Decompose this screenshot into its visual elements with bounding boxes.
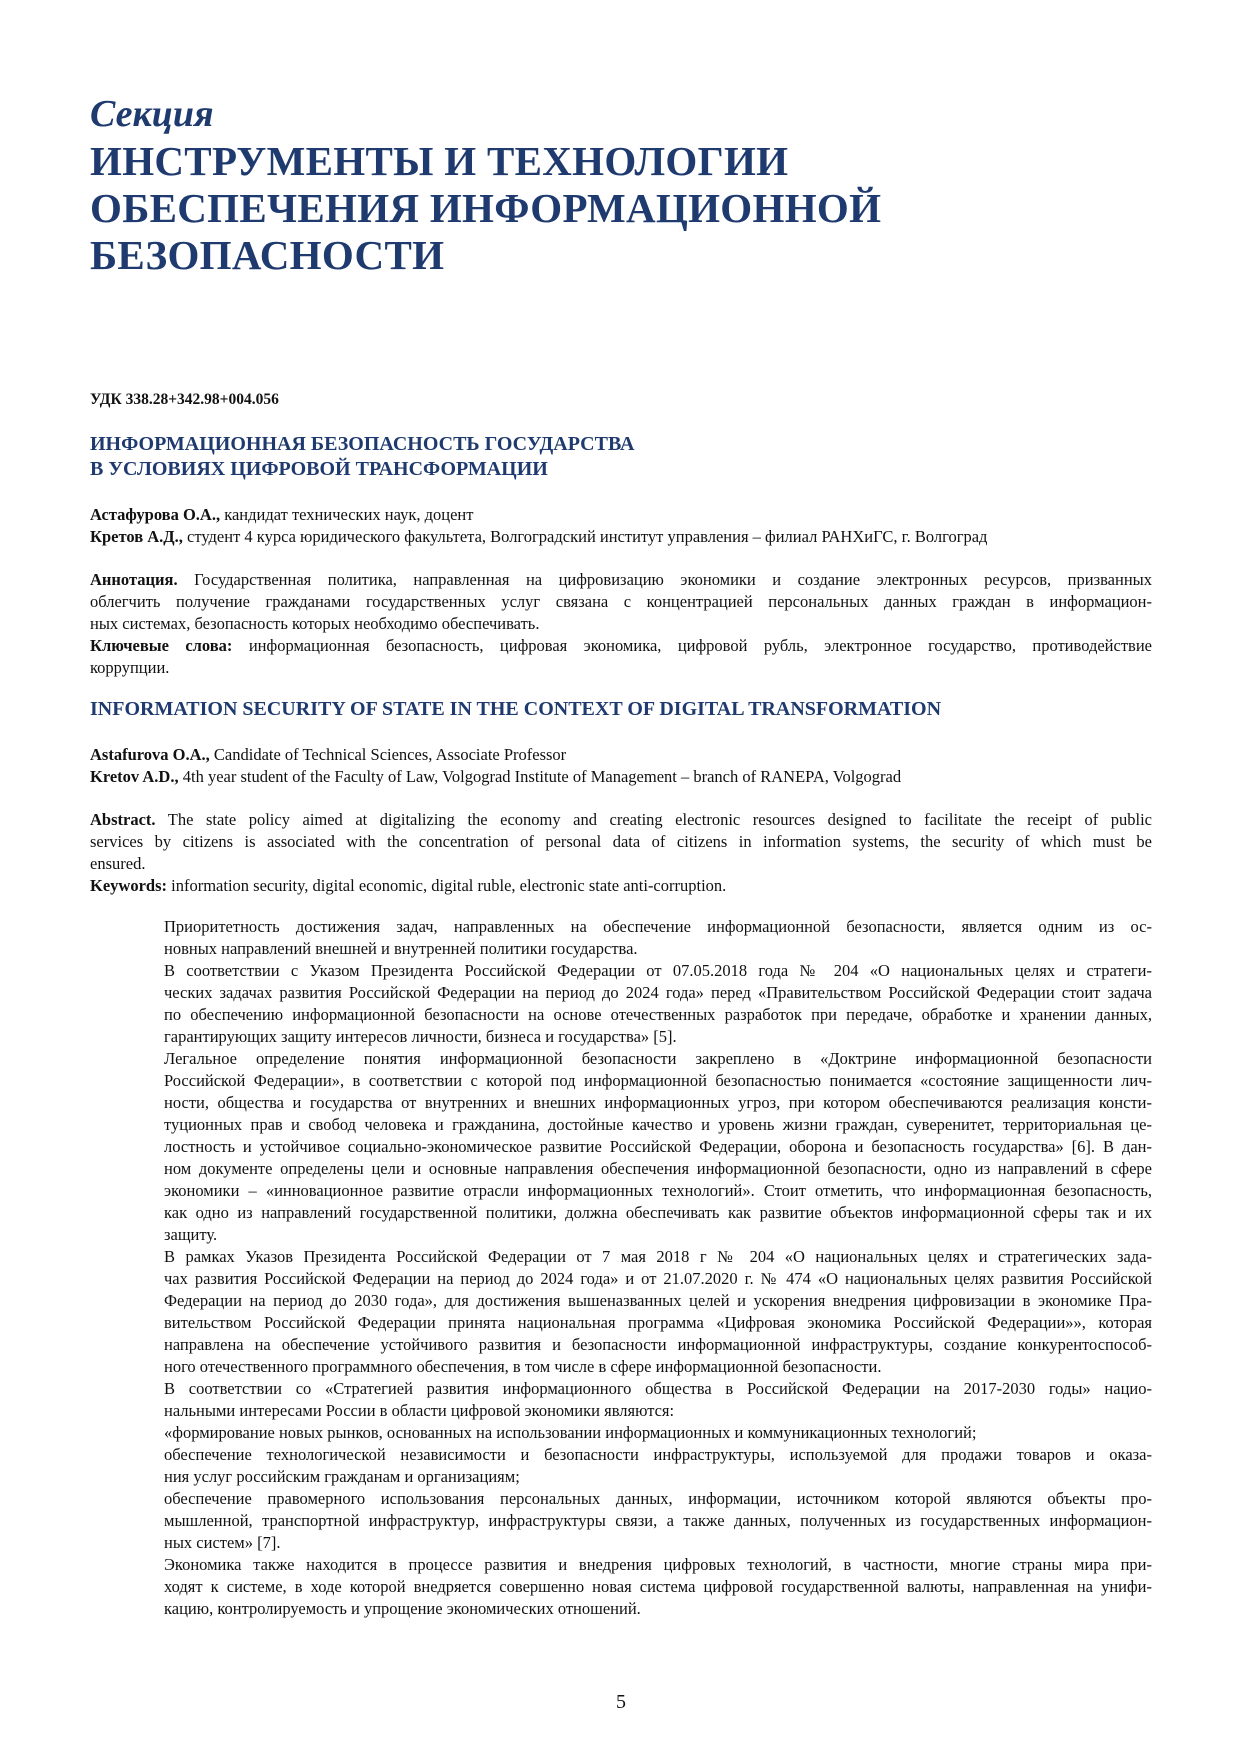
article-title-line: В УСЛОВИЯХ ЦИФРОВОЙ ТРАНСФОРМАЦИИ bbox=[90, 458, 548, 480]
article-title-line: ИНФОРМАЦИОННАЯ БЕЗОПАСНОСТЬ ГОСУДАРСТВА bbox=[90, 433, 635, 455]
author-line bbox=[90, 526, 987, 548]
keywords-line: Ключевые слова: информационная безопасность, цифровая экономика, цифровой рубль, электронное государство, противодействие bbox=[90, 636, 1152, 655]
body-line: обеспечение технологической независимости и безопасности инфраструктуры, используемой для продажи товаров и оказа- bbox=[164, 1445, 1152, 1464]
body-line: Экономика также находится в процессе развития и внедрения цифровых технологий, в частности, многие страны мира при- bbox=[164, 1555, 1152, 1574]
body-line: обеспечение правомерного использования персональных данных, информации, источником которой являются объекты про- bbox=[164, 1489, 1152, 1508]
abstract-line: ensured. bbox=[90, 854, 146, 873]
body-line: ных систем» [7]. bbox=[164, 1533, 281, 1552]
abstract-label: Аннотация. bbox=[90, 570, 178, 589]
body-line: направлена на обеспечение устойчивого развития и безопасности информационной инфраструктуры, создание конкурентоспособ- bbox=[164, 1335, 1152, 1354]
body-paragraph bbox=[90, 1422, 1152, 1444]
body-line: В соответствии с Указом Президента Российской Федерации от 07.05.2018 года № 204 «О национальных целях и стратеги- bbox=[164, 961, 1152, 980]
body-line: ходят к системе, в ходе которой внедряется совершенно новая система цифровой государственной валюты, направленная на унифи- bbox=[164, 1577, 1152, 1596]
article-title-en: INFORMATION SECURITY OF STATE IN THE CONTEXT OF DIGITAL TRANSFORMATION bbox=[90, 698, 942, 720]
body-line: Российской Федерации», в соответствии с которой под информационной безопасностью понимается «состояние защищенности лич- bbox=[164, 1071, 1152, 1090]
body-line: ности, общества и государства от внутренних и внешних информационных угроз, при котором обеспечиваются реализация консти- bbox=[164, 1093, 1152, 1112]
body-line: кацию, контролируемость и упрощение экономических отношений. bbox=[164, 1599, 641, 1618]
body-line: туционных прав и свобод человека и гражданина, достойные качество и уровень жизни граждан, суверенитет, территориальная це- bbox=[164, 1115, 1152, 1134]
body-line: чах развития Российской Федерации на период до 2024 года» и от 21.07.2020 г. № 474 «О национальных целях развития Российской bbox=[164, 1269, 1152, 1288]
body-line: гарантирующих защиту интересов личности, бизнеса и государства» [5]. bbox=[164, 1027, 677, 1046]
body-line: ном документе определены цели и основные направления обеспечения информационной безопасности, одно из направлений в сфере bbox=[164, 1159, 1152, 1178]
body-paragraph bbox=[90, 1444, 1152, 1488]
body-line: Федерации на период до 2030 года», для достижения вышеназванных целей и ускорения внедрения цифровизации в экономике Пра- bbox=[164, 1291, 1152, 1310]
body-line: мышленной, транспортной инфраструктур, инфраструктуры связи, а также данных, полученных из государственных информацион- bbox=[164, 1511, 1152, 1530]
authors-en bbox=[90, 744, 901, 788]
body-paragraph bbox=[90, 1246, 1152, 1378]
section-title-line: БЕЗОПАСНОСТИ bbox=[90, 232, 445, 278]
author-info: 4th year student of the Faculty of Law, Volgograd Institute of Management – branch of RANEPA, Volgograd bbox=[178, 767, 902, 786]
author-info: студент 4 курса юридического факультета, Волгоградский институт управления – филиал РАНХиГС, г. Волгоград bbox=[182, 527, 988, 546]
body-line: Приоритетность достижения задач, направленных на обеспечение информационной безопасности, является одним из ос- bbox=[164, 917, 1152, 936]
abstract-line: Аннотация. Государственная политика, направленная на цифровизацию экономики и создание электронных ресурсов, призванных bbox=[90, 570, 1152, 589]
body-line: защиту. bbox=[164, 1225, 218, 1244]
abstract-label: Abstract. bbox=[90, 810, 156, 829]
page-number: 5 bbox=[616, 1691, 626, 1713]
body-line: экономики – «инновационное развитие отрасли информационных технологий». Стоит отметить, что информационная безопасность, bbox=[164, 1181, 1152, 1200]
keywords-label: Ключевые слова: bbox=[90, 636, 233, 655]
body-line: нальными интересами России в области цифровой экономики являются: bbox=[164, 1401, 675, 1420]
author-line bbox=[90, 504, 987, 526]
body-paragraph bbox=[90, 1378, 1152, 1422]
body-paragraph bbox=[90, 916, 1152, 960]
body-line: ния услуг российским гражданам и организациям; bbox=[164, 1467, 520, 1486]
section-title-line: ИНСТРУМЕНТЫ И ТЕХНОЛОГИИ bbox=[90, 138, 789, 184]
section-label: Секция bbox=[90, 93, 214, 135]
author-name: Кретов А.Д., bbox=[90, 527, 183, 546]
keywords-label: Keywords: bbox=[90, 876, 167, 895]
body-line: лостность и устойчивое социально-экономическое развитие Российской Федерации, оборона и безопасность государства» [6]. В дан- bbox=[164, 1137, 1152, 1156]
abstract-ru bbox=[90, 569, 1152, 679]
section-title-line: ОБЕСПЕЧЕНИЯ ИНФОРМАЦИОННОЙ bbox=[90, 185, 882, 231]
abstract-line: services by citizens is associated with the concentration of personal data of citizens in information systems, the security of which must be bbox=[90, 832, 1152, 851]
abstract-line: Abstract. The state policy aimed at digitalizing the economy and creating electronic resources designed to facilitate the receipt of public bbox=[90, 810, 1152, 829]
author-line bbox=[90, 744, 901, 766]
body-line: «формирование новых рынков, основанных на использовании информационных и коммуникационных технологий; bbox=[164, 1423, 977, 1442]
authors-ru bbox=[90, 504, 987, 548]
body-line: вительством Российской Федерации принята национальная программа «Цифровая экономика Российской Федерации»», которая bbox=[164, 1313, 1152, 1332]
body-paragraph bbox=[90, 1554, 1152, 1620]
abstract-line: облегчить получение гражданами государственных услуг связана с концентрацией персональных данных граждан в информацион- bbox=[90, 592, 1152, 611]
abstract-en bbox=[90, 809, 1152, 897]
author-line bbox=[90, 766, 901, 788]
author-name: Kretov A.D., bbox=[90, 767, 179, 786]
keywords-line: коррупции. bbox=[90, 658, 170, 677]
section-title bbox=[90, 138, 1090, 279]
udk-code: УДК 338.28+342.98+004.056 bbox=[90, 391, 279, 408]
article-title-ru bbox=[90, 432, 634, 482]
author-info: кандидат технических наук, доцент bbox=[220, 505, 474, 524]
body-paragraph bbox=[90, 1488, 1152, 1554]
body-line: ческих задачах развития Российской Федерации на период до 2024 года» перед «Правительством Российской Федерации стоит задача bbox=[164, 983, 1152, 1002]
body-line: новных направлений внешней и внутренней политики государства. bbox=[164, 939, 638, 958]
author-name: Астафурова О.А., bbox=[90, 505, 221, 524]
body-paragraph bbox=[90, 960, 1152, 1048]
author-name: Astafurova O.A., bbox=[90, 745, 210, 764]
body-line: как одно из направлений государственной политики, должна обеспечивать как развитие объектов информационной сферы так и их bbox=[164, 1203, 1152, 1222]
page bbox=[90, 0, 1152, 1754]
body-line: В соответствии со «Стратегией развития информационного общества в Российской Федерации на 2017-2030 годы» нацио- bbox=[164, 1379, 1152, 1398]
body-line: Легальное определение понятия информационной безопасности закреплено в «Доктрине информационной безопасности bbox=[164, 1049, 1152, 1068]
abstract-line: ных системах, безопасность которых необходимо обеспечивать. bbox=[90, 614, 540, 633]
body-line: ного отечественного программного обеспечения, в том числе в сфере информационной безопасности. bbox=[164, 1357, 882, 1376]
keywords-line: Keywords: information security, digital economic, digital ruble, electronic state anti-corruption. bbox=[90, 876, 727, 895]
author-info: Candidate of Technical Sciences, Associate Professor bbox=[209, 745, 567, 764]
body-paragraph bbox=[90, 1048, 1152, 1246]
body-line: В рамках Указов Президента Российской Федерации от 7 мая 2018 г № 204 «О национальных целях и стратегических зада- bbox=[164, 1247, 1152, 1266]
body-line: по обеспечению информационной безопасности на основе отечественных разработок при передаче, обработке и хранении данных, bbox=[164, 1005, 1152, 1024]
body-text bbox=[90, 916, 1152, 1620]
